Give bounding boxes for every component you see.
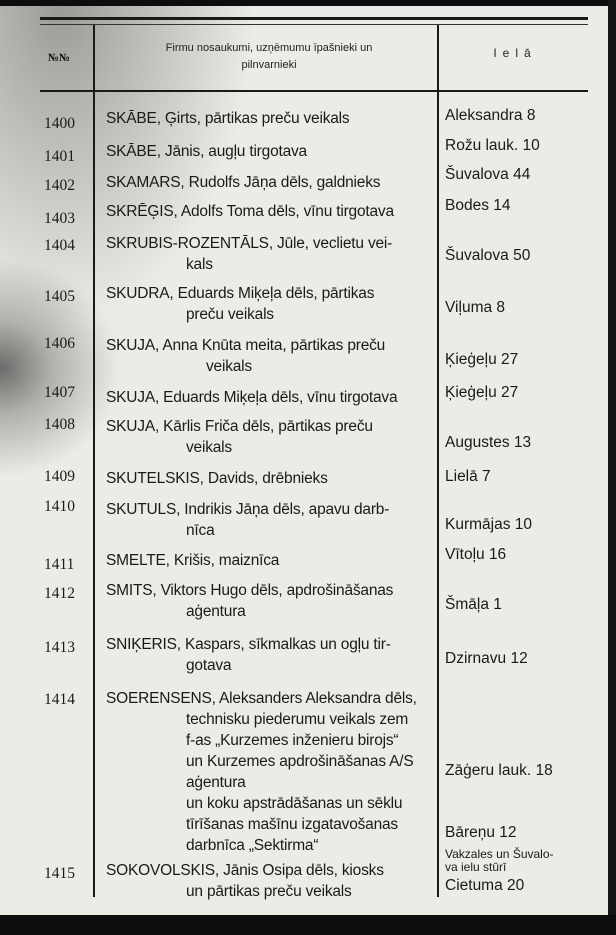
firm-cell <box>106 468 434 489</box>
row-number: 1400 <box>44 115 75 132</box>
firm-line: veikals <box>206 358 252 375</box>
firm-line: SKUDRA, Eduards Miķeļa dēls, pārtikas <box>106 285 375 302</box>
column-divider-right <box>437 25 439 897</box>
row-number: 1415 <box>44 865 75 882</box>
street-cell: Vītoļu 16 <box>445 546 507 563</box>
row-number: 1413 <box>44 639 75 656</box>
firm-line: SKĀBE, Jānis, augļu tirgotava <box>106 143 307 160</box>
firm-line: SKAMARS, Rudolfs Jāņa dēls, galdnieks <box>106 174 381 191</box>
header-top-rule <box>40 24 588 25</box>
row-number: 1410 <box>44 498 75 515</box>
street-cell: Kurmājas 10 <box>445 516 533 533</box>
firm-cell <box>106 233 434 275</box>
firm-line: kals <box>186 256 213 273</box>
row-number: 1401 <box>44 148 75 165</box>
firm-cell <box>106 108 434 129</box>
header-bottom-rule <box>40 90 588 92</box>
street-cell: Augustes 13 <box>445 434 532 451</box>
street-cell-note: va ielu stūrī <box>445 860 507 874</box>
header-firms-line: Firmu nosaukumi, uzņēmumu īpašnieki un <box>165 42 373 54</box>
firm-line: nīca <box>186 522 215 539</box>
firm-cell <box>106 688 434 856</box>
firm-cell <box>106 172 434 193</box>
firm-cell <box>106 550 434 571</box>
firm-cell <box>106 387 434 408</box>
firm-cell <box>106 201 434 222</box>
row-number: 1408 <box>44 416 75 433</box>
street-cell: Šmāļa 1 <box>445 596 502 613</box>
row-number: 1407 <box>44 384 75 401</box>
firm-line: un koku apstrādāšanas un sēklu <box>186 795 403 812</box>
scan-edge-right <box>608 0 616 935</box>
firm-line: darbnīca „Sektirma“ <box>186 837 319 854</box>
street-cell: Bāreņu 12 <box>445 824 517 841</box>
top-rule <box>40 17 588 20</box>
row-number: 1404 <box>44 237 75 254</box>
firm-cell <box>106 860 434 902</box>
firm-cell <box>106 335 434 377</box>
firm-line: f-as „Kurzemes inženieru birojs“ <box>186 732 399 749</box>
header-street: Ielā <box>493 46 537 60</box>
firm-line: SKUTELSKIS, Davids, drēbnieks <box>106 470 328 487</box>
firm-line: gotava <box>186 657 232 674</box>
firm-cell <box>106 580 434 622</box>
firm-line: SKUJA, Anna Knūta meita, pārtikas preču <box>106 337 386 354</box>
street-cell: Šuvalova 44 <box>445 166 531 183</box>
row-number: 1402 <box>44 177 75 194</box>
firm-line: aģentura <box>186 603 246 620</box>
firm-line: SKUTULS, Indrikis Jāņa dēls, apavu darb- <box>106 501 390 518</box>
firm-cell <box>106 416 434 458</box>
row-number: 1414 <box>44 691 75 708</box>
row-number: 1409 <box>44 468 75 485</box>
street-cell: Aleksandra 8 <box>445 107 536 124</box>
row-number: 1406 <box>44 335 75 352</box>
street-cell: Dzirnavu 12 <box>445 650 528 667</box>
firm-line: un Kurzemes apdrošināšanas A/S <box>186 753 414 770</box>
firm-line: SKUJA, Eduards Miķeļa dēls, vīnu tirgotava <box>106 389 398 406</box>
firm-line: SKRUBIS-ROZENTĀLS, Jūle, veclietu vei- <box>106 235 393 252</box>
firm-cell <box>106 499 434 541</box>
street-cell: Zāģeru lauk. 18 <box>445 762 553 779</box>
header-firms <box>110 40 428 74</box>
street-cell: Bodes 14 <box>445 197 511 214</box>
firm-line: aģentura <box>186 774 246 791</box>
street-cell: Cietuma 20 <box>445 877 525 894</box>
row-number: 1411 <box>44 556 75 573</box>
street-cell: Viļuma 8 <box>445 299 506 316</box>
firm-line: SKUJA, Kārlis Friča dēls, pārtikas preču <box>106 418 373 435</box>
street-cell: Ķieģeļu 27 <box>445 351 519 368</box>
street-cell: Ķieģeļu 27 <box>445 384 519 401</box>
firm-line: SKĀBE, Ģirts, pārtikas preču veikals <box>106 110 350 127</box>
firm-line: SKRĒĢIS, Adolfs Toma dēls, vīnu tirgotava <box>106 203 394 220</box>
row-number: 1405 <box>44 288 75 305</box>
row-number: 1403 <box>44 210 75 227</box>
street-cell: Rožu lauk. 10 <box>445 137 540 154</box>
street-cell: Lielā 7 <box>445 468 491 485</box>
firm-line: SNIĶERIS, Kaspars, sīkmalkas un ogļu tir- <box>106 636 391 653</box>
firm-line: un pārtikas preču veikals <box>186 883 352 900</box>
scan-edge-bottom <box>0 915 616 935</box>
row-number: 1412 <box>44 585 75 602</box>
header-number: №№ <box>48 52 71 64</box>
firm-line: preču veikals <box>186 306 274 323</box>
firm-line: SOKOVOLSKIS, Jānis Osipa dēls, kiosks <box>106 862 384 879</box>
firm-line: veikals <box>186 439 232 456</box>
firm-cell <box>106 283 434 325</box>
firm-line: SMITS, Viktors Hugo dēls, apdrošināšanas <box>106 582 394 599</box>
firm-cell <box>106 141 434 162</box>
street-cell-note: Vakzales un Šuvalo- <box>445 847 554 861</box>
firm-line: tīrīšanas mašīnu izgatavošanas <box>186 816 398 833</box>
firm-line: SOERENSENS, Aleksanders Aleksandra dēls, <box>106 690 417 707</box>
column-divider-left <box>93 25 95 897</box>
firm-line: SMELTE, Krišis, maiznīca <box>106 552 280 569</box>
street-cell: Šuvalova 50 <box>445 247 531 264</box>
header-firms-line: pilnvarnieki <box>241 59 297 71</box>
scan-edge-top <box>0 0 616 6</box>
firm-line: technisku piederumu veikals zem <box>186 711 409 728</box>
firm-cell <box>106 634 434 676</box>
